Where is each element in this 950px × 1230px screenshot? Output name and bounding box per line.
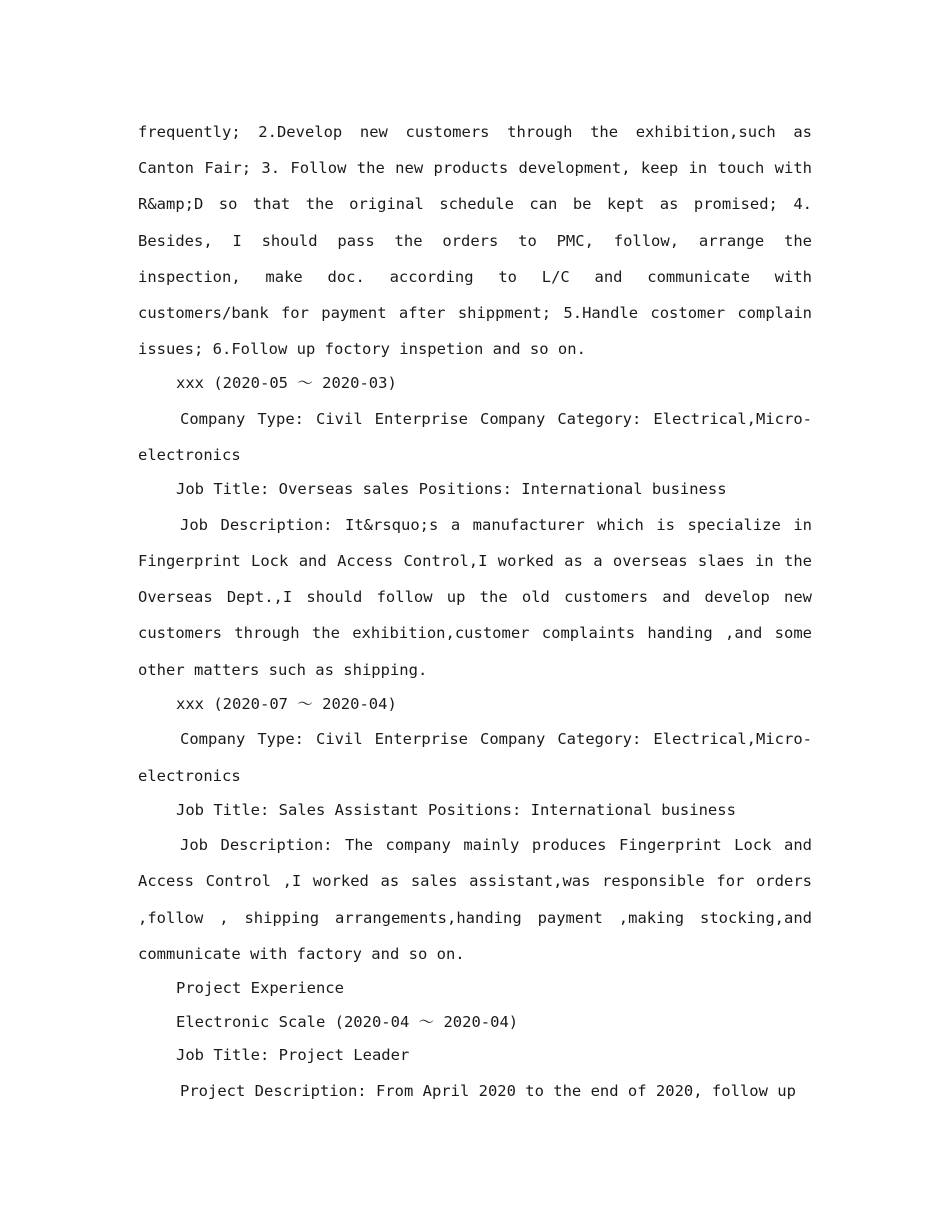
project1-description: Project Description: From April 2020 to the end of 2020, follow up bbox=[180, 1081, 796, 1100]
job2-description: Job Description: It&rsquo;s a manufacturer which is specialize in Fingerprint Lock and Access Control,I worked as a overseas slaes in the Overseas Dept.,I should follow up the old customers and develop new customers through the exhibition,customer complaints handing ,and some other matters such as shipping. bbox=[138, 515, 812, 679]
job3-description: Job Description: The company mainly produces Fingerprint Lock and Access Control ,I worked as sales assistant,was responsible for orders ,follow , shipping arrangements,handing payment ,making stocking,and communicate with factory and so on. bbox=[138, 836, 812, 963]
job1-description-continued: frequently; 2.Develop new customers through the exhibition,such as Canton Fair; 3. Follow the new products development, keep in touch with R&amp;D so that the original schedule can be kept as promised; 4. Besides, I should pass the orders to PMC, follow, arrange the inspection, make doc. according to L/C and communicate with customers/bank for payment after shippment; 5.Handle costomer complain issues; 6.Follow up foctory inspetion and so on. bbox=[138, 123, 812, 359]
job2-title: Job Title: Overseas sales Positions: International business bbox=[176, 480, 727, 499]
job2-header: xxx (2020-05 ～ 2020-03) bbox=[176, 374, 397, 393]
job2-company: Company Type: Civil Enterprise Company Category: Electrical,Micro-electronics bbox=[138, 409, 812, 465]
document-page bbox=[138, 114, 812, 1109]
project-section-heading: Project Experience bbox=[176, 979, 344, 998]
job3-header: xxx (2020-07 ～ 2020-04) bbox=[176, 694, 397, 713]
job3-title: Job Title: Sales Assistant Positions: International business bbox=[176, 800, 736, 819]
job3-company: Company Type: Civil Enterprise Company Category: Electrical,Micro-electronics bbox=[138, 730, 812, 785]
project1-title: Job Title: Project Leader bbox=[176, 1046, 410, 1065]
project1-header: Electronic Scale (2020-04 ～ 2020-04) bbox=[176, 1012, 519, 1031]
